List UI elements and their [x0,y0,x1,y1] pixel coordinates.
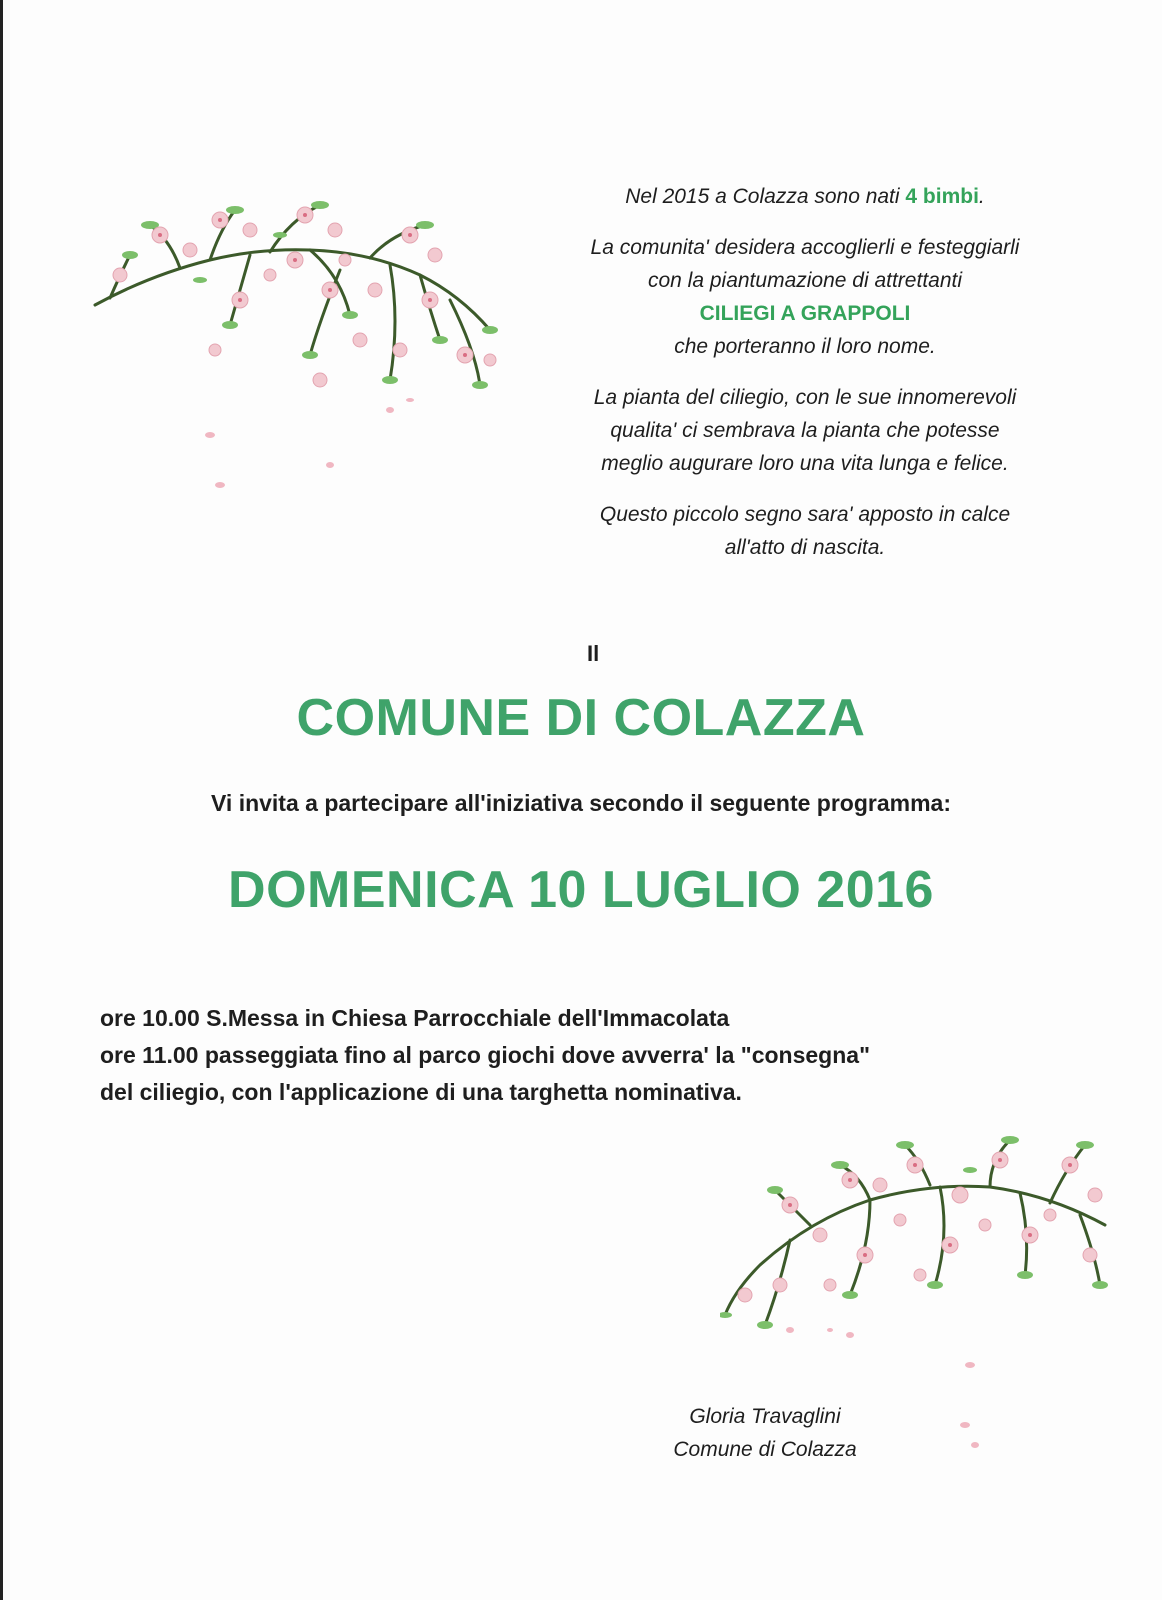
intro-line: all'atto di nascita. [724,536,886,559]
title-article: Il [587,641,600,666]
event-date: DOMENICA 10 LUGLIO 2016 [228,861,934,919]
program-line: del ciliegio, con l'applicazione di una targhetta nominativa. [100,1079,742,1105]
intro-text [515,180,1095,582]
program-line: ore 10.00 S.Messa in Chiesa Parrocchiale dell'Immacolata [100,1005,730,1031]
intro-line: . [978,185,985,208]
intro-line: meglio augurare loro una vita lunga e felice. [601,452,1009,475]
cherry-blossom-branch-icon [90,180,510,520]
signature-office: Comune di Colazza [673,1438,857,1461]
intro-paragraph-community [515,231,1095,363]
program-list [100,1000,1100,1111]
program-line: ore 11.00 passeggiata fino al parco giochi dove avverra' la "consegna" [100,1042,870,1068]
intro-line: Nel 2015 a Colazza sono nati [625,185,906,208]
intro-line: La comunita' desidera accoglierli e festeggiarli [590,236,1020,259]
highlight-births: 4 bimbi [905,185,979,208]
intro-line: La pianta del ciliegio, con le sue innomerevoli [593,386,1017,409]
signature-block [640,1400,890,1466]
intro-line: che porteranno il loro nome. [674,335,936,358]
highlight-trees: CILIEGI A GRAPPOLI [699,302,911,325]
intro-line: con la piantumazione di attrettanti [647,269,963,292]
intro-line: Questo piccolo segno sara' apposto in calce [599,503,1011,526]
invite-line: Vi invita a partecipare all'iniziativa secondo il seguente programma: [210,790,951,816]
intro-paragraph-births [515,180,1095,213]
intro-paragraph-cherry [515,381,1095,480]
page-title: COMUNE DI COLAZZA [296,689,866,747]
intro-paragraph-sign [515,498,1095,564]
intro-line: qualita' ci sembrava la pianta che potesse [610,419,1000,442]
signature-name: Gloria Travaglini [689,1405,841,1428]
